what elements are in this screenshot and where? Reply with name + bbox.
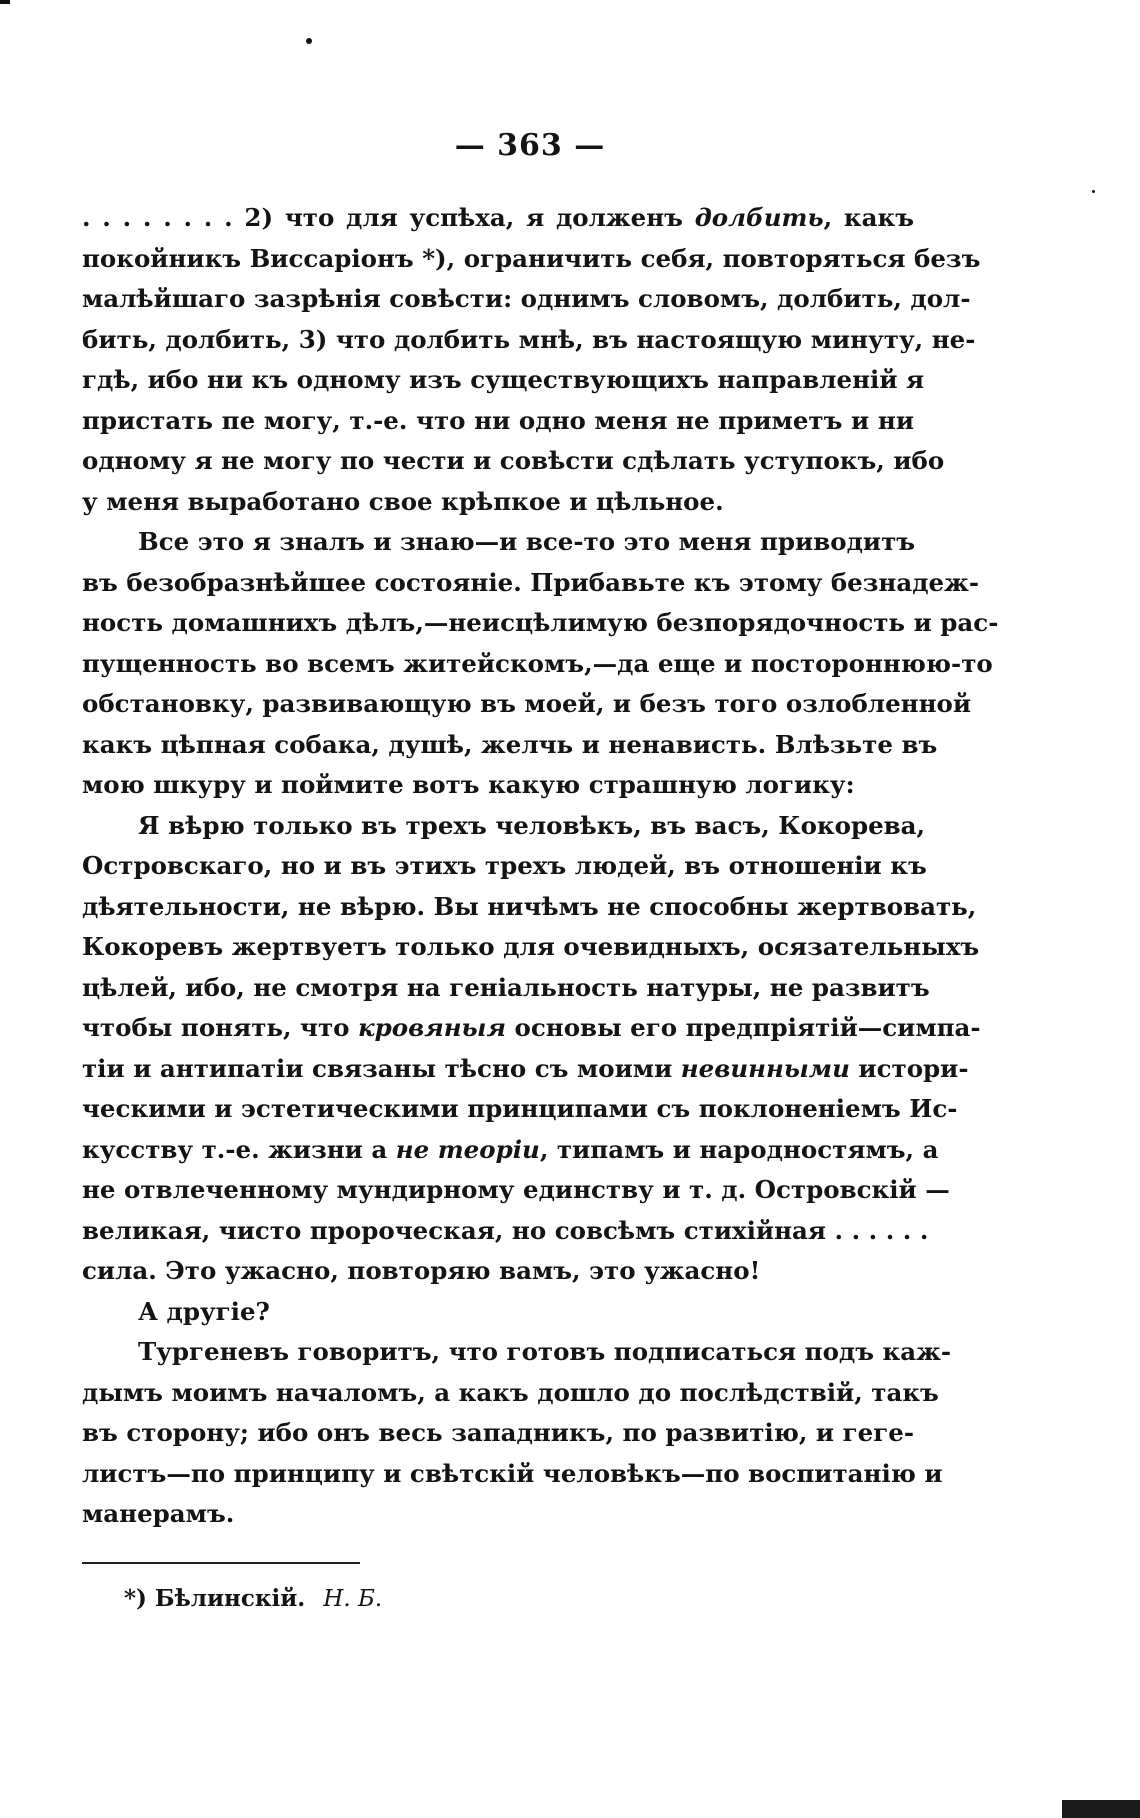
text-run: , какъ xyxy=(823,203,914,232)
text-line xyxy=(82,482,914,523)
text-run: кусству т.-е. жизни а xyxy=(82,1134,396,1164)
footnote xyxy=(124,1585,382,1612)
text-run: Я вѣрю только въ трехъ человѣкъ, въ васъ, Кокорева, xyxy=(138,810,926,840)
text-line xyxy=(82,1332,952,1373)
text-run: цѣлей, ибо, не смотря на геніальность натуры, не развитъ xyxy=(82,972,930,1002)
text-run: ность домашнихъ дѣлъ,—неисцѣлимую безпорядочность и рас- xyxy=(82,608,999,637)
text-run: одному я не могу по чести и совѣсти сдѣлать уступокъ, ибо xyxy=(82,446,945,475)
text-line xyxy=(82,725,938,766)
text-run: гдѣ, ибо ни къ одному изъ существующихъ направленій я xyxy=(82,365,925,394)
text-run: пущенность во всемъ житейскомъ,—да еще и постороннюю-то xyxy=(82,648,993,678)
text-run: въ сторону; ибо онъ весь западникъ, по развитію, и геге- xyxy=(82,1418,914,1447)
text-run: ческими и эстетическими принципами съ поклоненіемъ Ис- xyxy=(82,1094,958,1123)
page-number: — 363 — xyxy=(454,128,606,163)
text-line xyxy=(82,563,980,604)
text-run: малѣйшаго зазрѣнія совѣсти: однимъ словомъ, долбить, дол- xyxy=(82,284,971,313)
emphasized-text: не теоріи xyxy=(395,1134,540,1164)
text-line xyxy=(82,198,914,239)
text-run: истори- xyxy=(849,1053,969,1083)
text-line xyxy=(82,279,971,320)
emphasized-text: невинными xyxy=(680,1053,850,1083)
text-run: покойникъ Виссаріонъ *), ограничить себя, повторяться безъ xyxy=(82,243,981,273)
scan-speck xyxy=(1092,190,1095,193)
text-run: А другіе? xyxy=(138,1296,270,1326)
text-line xyxy=(82,887,977,928)
scan-edge-mark xyxy=(1062,1800,1140,1818)
text-line xyxy=(82,846,927,887)
text-run: не отвлеченному мундирному единству и т. д. Островскій — xyxy=(82,1175,950,1204)
text-run: въ безобразнѣйшее состояніе. Прибавьте къ этому безнадеж- xyxy=(82,567,980,597)
text-run: дымъ моимъ началомъ, а какъ дошло до послѣдствій, такъ xyxy=(82,1377,939,1407)
text-line xyxy=(82,927,980,968)
text-line xyxy=(82,1049,969,1090)
text-run: у меня выработано свое крѣпкое и цѣльное. xyxy=(82,486,724,516)
paragraph xyxy=(82,1292,914,1333)
text-run: манерамъ. xyxy=(82,1499,235,1528)
text-run: какъ цѣпная собака, душѣ, желчь и ненависть. Влѣзьте въ xyxy=(82,729,938,759)
text-line xyxy=(82,1130,939,1171)
emphasized-text: долбить xyxy=(694,203,824,232)
text-line xyxy=(82,1413,914,1454)
text-line xyxy=(82,1494,914,1535)
text-run: Кокоревъ жертвуетъ только для очевидныхъ, осязательныхъ xyxy=(82,932,980,961)
text-line xyxy=(82,806,926,847)
text-run: пристать пе могу, т.-е. что ни одно меня не приметъ и ни xyxy=(82,405,914,435)
text-run: бить, долбить, 3) что долбить мнѣ, въ настоящую минуту, не- xyxy=(82,324,976,354)
text-line xyxy=(82,1292,914,1333)
text-run: обстановку, развивающую въ моей, и безъ того озлобленной xyxy=(82,689,972,718)
scan-speck xyxy=(306,38,312,44)
text-line xyxy=(82,1373,939,1414)
text-line xyxy=(82,603,999,644)
text-run: основы его предпріятій—симпа- xyxy=(505,1013,981,1042)
text-line xyxy=(82,239,981,280)
text-line xyxy=(82,1211,929,1252)
text-line xyxy=(82,1251,914,1292)
text-line xyxy=(82,968,930,1009)
scan-speck xyxy=(0,0,10,4)
text-run: чтобы понять, что xyxy=(82,1013,359,1042)
text-run: , типамъ и народностямъ, а xyxy=(539,1134,939,1164)
text-run: великая, чисто пророческая, но совсѣмъ стихійная . . . . . . xyxy=(82,1215,929,1245)
text-run: Все это я зналъ и знаю—и все-то это меня приводитъ xyxy=(138,527,916,556)
text-line xyxy=(82,441,945,482)
paragraph xyxy=(82,1332,952,1535)
footnote-marker-text: *) Бѣлинскій. xyxy=(124,1585,306,1612)
footnote-initials: Н. Б. xyxy=(323,1586,383,1612)
text-line xyxy=(82,1454,943,1495)
text-run: дѣятельности, не вѣрю. Вы ничѣмъ не способны жертвовать, xyxy=(82,891,977,921)
text-run: . . . . . . . . 2) что для успѣха, я долженъ xyxy=(82,203,695,232)
paragraph xyxy=(82,522,999,806)
text-line xyxy=(82,522,914,563)
text-line xyxy=(82,1089,958,1130)
text-line xyxy=(82,1008,981,1049)
text-line xyxy=(82,360,925,401)
text-run: сила. Это ужасно, повторяю вамъ, это ужасно! xyxy=(82,1256,761,1285)
text-line xyxy=(82,1170,950,1211)
text-run: мою шкуру и поймите вотъ какую страшную логику: xyxy=(82,770,855,799)
text-line xyxy=(82,765,914,806)
text-run: тіи и антипатіи связаны тѣсно съ моими xyxy=(82,1053,681,1083)
text-run: Тургеневъ говоритъ, что готовъ подписаться подъ каж- xyxy=(138,1337,952,1366)
text-line xyxy=(82,644,993,685)
paragraph xyxy=(82,198,981,522)
emphasized-text: кровяныя xyxy=(358,1013,506,1042)
text-line xyxy=(82,320,976,361)
paragraph xyxy=(82,806,981,1292)
body-text xyxy=(82,198,999,1535)
text-line xyxy=(82,684,972,725)
text-line xyxy=(82,401,914,442)
text-run: Островскаго, но и въ этихъ трехъ людей, въ отношеніи къ xyxy=(82,851,927,880)
text-run: листъ—по принципу и свѣтскій человѣкъ—по воспитанію и xyxy=(82,1458,943,1488)
footnote-rule xyxy=(82,1562,360,1564)
